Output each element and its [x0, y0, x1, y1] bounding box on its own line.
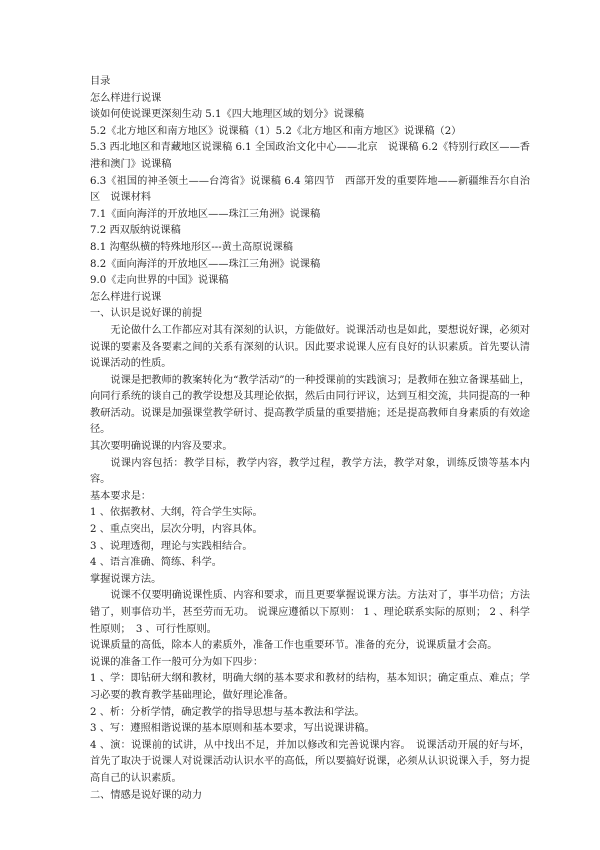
toc-item: 7.2 西双版纳说课稿: [90, 225, 181, 237]
paragraph: 说课不仅要明确说课性质、内容和要求，而且更要掌握说课方法。方法对了，事半功倍；方法错了，则事倍功半，甚至劳而无功。 说课应遵循以下原则： 1 、理论联系实际的原则； 2 、科学性原则； 3 、可行性原则。: [90, 590, 530, 635]
requirement-item: 3 、说理透彻，理论与实践相结合。: [90, 540, 253, 552]
step-item: 3 、写：遵照相谐说课的基本原则和基本要求，写出说课讲稿。: [90, 723, 375, 735]
toc-item: 8.2《面向海洋的开放地区——珠江三角洲》说课稿: [90, 258, 321, 270]
requirement-item: 4 、语言准确、简练、科学。: [90, 557, 222, 569]
toc-item: 5.2《北方地区和南方地区》说课稿（1）5.2《北方地区和南方地区》说课稿（2）: [90, 125, 462, 137]
basic-requirements-label: 基本要求是：: [90, 490, 152, 502]
article-title: 怎么样进行说课: [90, 291, 162, 303]
paragraph: 说课是把教师的教案转化为“教学活动”的一种授课前的实践演习；是教师在独立备课基础上，向同行系统的谈自己的教学设想及其理论依据，然后由同行评议，达到互相交流，共同提高的一种教研活动。说课是加强课堂教学研讨、提高教学质量的重要措施；还是提高教师自身素质的有效途径。: [90, 374, 530, 436]
toc-item: 8.1 沟壑纵横的特殊地形区---黄土高原说课稿: [90, 241, 293, 253]
toc-item: 5.3 西北地区和青藏地区说课稿 6.1 全国政治文化中心——北京 说课稿 6.2《特别行政区——香港和澳门》说课稿: [90, 142, 530, 170]
requirement-item: 1 、依据教材、大纲，符合学生实际。: [90, 507, 263, 519]
steps-label: 说课的准备工作一般可分为如下四步：: [90, 656, 264, 668]
step-item: 1 、学：即钻研大纲和教材，明确大纲的基本要求和教材的结构，基本知识；确定重点、难点；学习必要的教育教学基础理论，做好理论准备。: [90, 673, 530, 701]
paragraph: 说课内容包括：教学目标，教学内容，教学过程，教学方法，教学对象，训练反馈等基本内容。: [90, 457, 530, 486]
section-heading: 一、认识是说好课的前提: [90, 308, 203, 320]
requirement-item: 2 、重点突出，层次分明，内容具体。: [90, 524, 263, 536]
paragraph: 无论做什么工作都应对其有深刻的认识，方能做好。说课活动也是如此，要想说好课，必须对说课的要素及各要素之间的关系有深刻的认识。因此要求说课人应有良好的认识素质。首先要认清说课活动的性质。: [90, 324, 530, 370]
toc-title: 目录: [90, 76, 111, 87]
step-item: 2 、析：分析学情，确定教学的指导思想与基本教法和学法。: [90, 706, 365, 718]
toc-item: 怎么样进行说课: [90, 92, 162, 104]
paragraph: 其次要明确说课的内容及要求。: [90, 441, 233, 453]
toc-item: 9.0《走向世界的中国》说课稿: [90, 275, 229, 287]
section-heading: 二、情感是说好课的动力: [90, 789, 203, 801]
document-page: [90, 74, 530, 804]
toc-item: 7.1《面向海洋的开放地区——珠江三角洲》说课稿: [90, 208, 321, 220]
paragraph: 说课质量的高低，除本人的素质外，准备工作也重要环节。准备的充分，说课质量才会高。: [90, 640, 498, 652]
method-label: 掌握说课方法。: [90, 573, 162, 585]
step-item: 4 、演：说课前的试讲，从中找出不足，并加以修改和完善说课内容。 说课活动开展的好与坏，首先了取决于说课人对说课活动认识水平的高低，所以要搞好说课，必须从认识说课入手，努力提高自己的认识素质。: [90, 739, 530, 784]
toc-item: 6.3《祖国的神圣领土——台湾省》说课稿 6.4 第四节 西部开发的重要阵地——新疆维吾尔自治区 说课材料: [90, 175, 530, 204]
toc-item: 谈如何使说课更深刻生动 5.1《四大地理区域的划分》说课稿: [90, 109, 365, 121]
